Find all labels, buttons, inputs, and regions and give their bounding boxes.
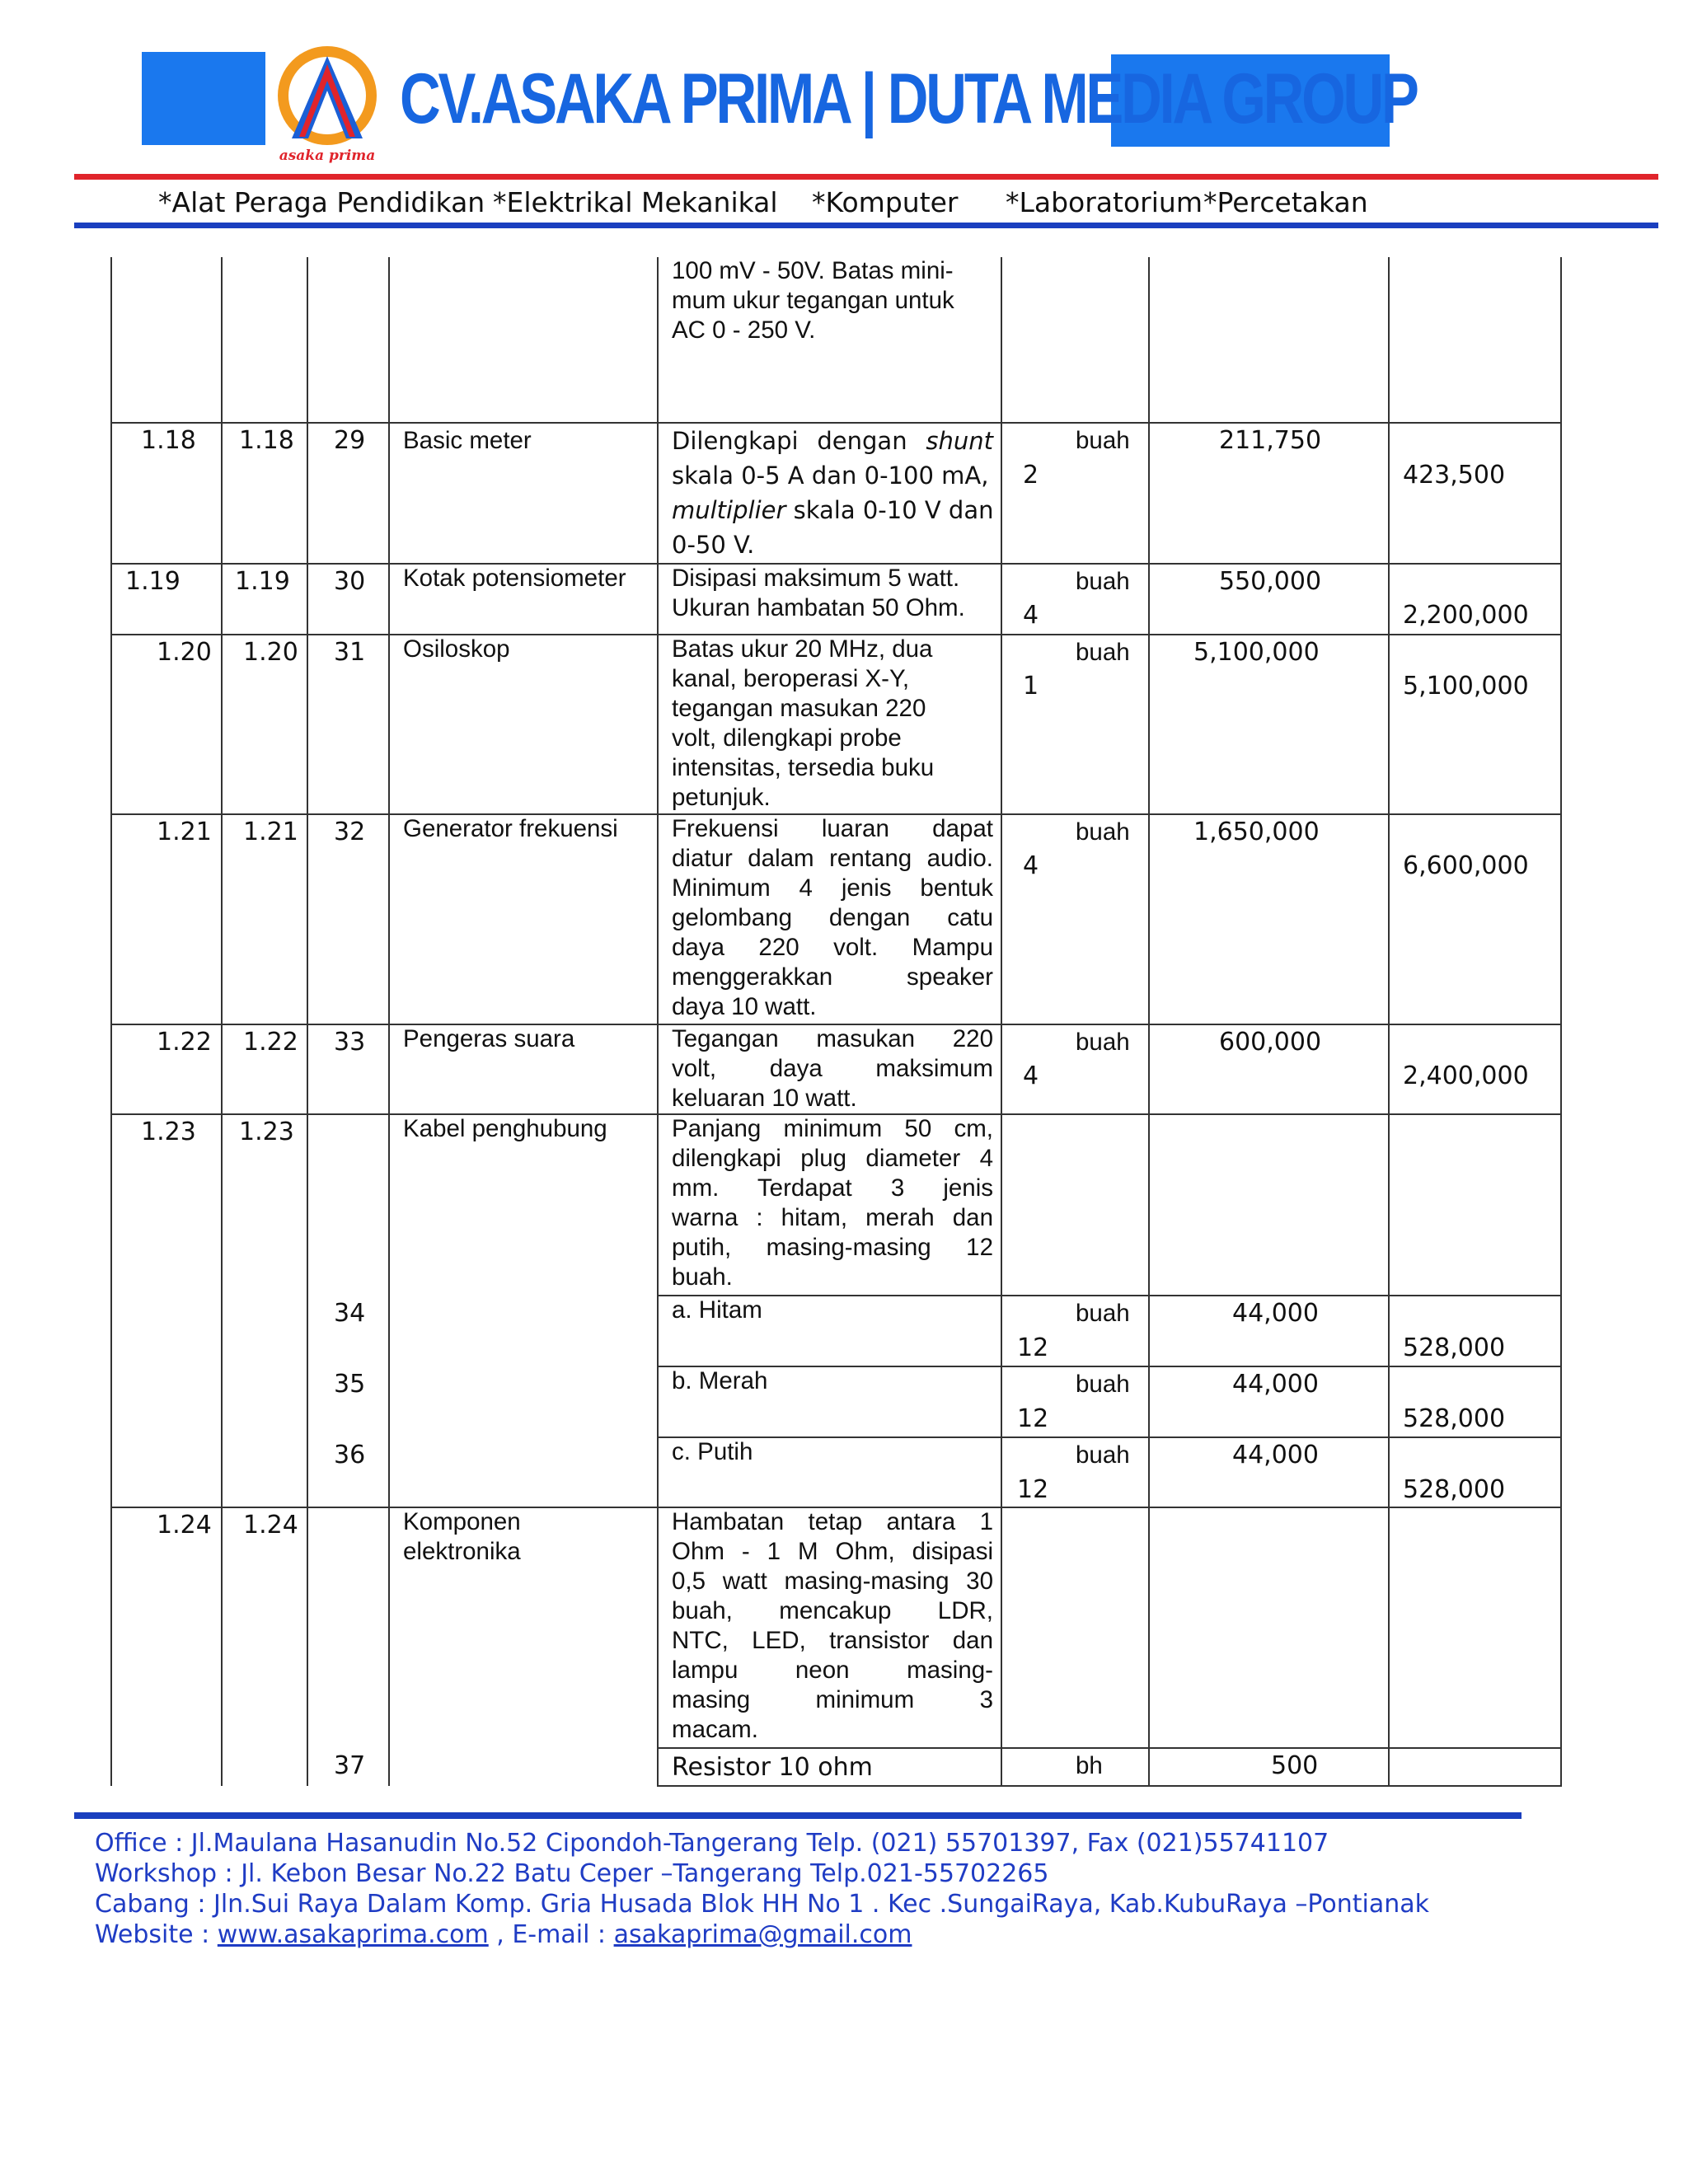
website-label: Website : (95, 1920, 218, 1949)
item-name-cell: Pengeras suara (403, 1025, 575, 1052)
code-cell: 1.23 (239, 1118, 294, 1146)
description-line: putih, masing-masing 12 (672, 1234, 993, 1261)
total-cell: 2,400,000 (1403, 1062, 1529, 1090)
description-cell (672, 1114, 993, 1292)
description-line: Ohm - 1 M Ohm, disipasi (672, 1538, 993, 1565)
code-cell: 1.18 (141, 426, 196, 455)
company-logo-icon (272, 40, 383, 163)
description-cell (672, 564, 993, 623)
description-line: macam. (672, 1716, 758, 1743)
code-cell: 1.21 (243, 818, 298, 846)
description-line: volt, dilengkapi probe (672, 724, 902, 752)
code-cell: 1.20 (157, 638, 212, 667)
table-border (110, 257, 112, 1786)
description-line: volt, daya maksimum (672, 1055, 993, 1082)
price-cell: 550,000 (1219, 567, 1322, 596)
item-name-cell: Komponen (403, 1508, 521, 1535)
table-border (1560, 257, 1562, 1786)
description-line: Disipasi maksimum 5 watt. (672, 565, 960, 592)
quantity-cell: 4 (1023, 601, 1039, 630)
total-cell: 5,100,000 (1403, 672, 1529, 701)
description-cell: c. Putih (672, 1438, 753, 1465)
unit-cell: buah (1076, 818, 1130, 846)
branch-address: Cabang : Jln.Sui Raya Dalam Komp. Gria Husada Blok HH No 1 . Kec .SungaiRaya, Kab.KubuRaya –Pontianak (95, 1890, 1430, 1919)
code-cell: 1.19 (235, 567, 290, 596)
item-name-cell: elektronika (403, 1538, 521, 1565)
description-line: daya 220 volt. Mampu (672, 934, 993, 961)
unit-cell: buah (1076, 1300, 1130, 1327)
total-cell: 528,000 (1403, 1475, 1506, 1504)
description-line: lampu neon masing- (672, 1657, 993, 1684)
number-cell: 35 (334, 1370, 366, 1399)
description-line (672, 493, 993, 527)
number-cell: 29 (334, 426, 366, 455)
description-line: buah. (672, 1263, 733, 1291)
code-cell: 1.23 (141, 1118, 196, 1146)
table-border (657, 1747, 1562, 1749)
number-cell: 34 (334, 1299, 366, 1328)
quantity-cell: 12 (1017, 1404, 1049, 1433)
number-cell: 37 (334, 1751, 366, 1780)
description-line: tegangan masukan 220 (672, 695, 926, 722)
item-name-cell: Kabel penghubung (403, 1115, 607, 1142)
total-cell: 6,600,000 (1403, 851, 1529, 880)
description-cell (672, 1024, 993, 1113)
table-border (657, 1785, 1562, 1787)
price-cell: 44,000 (1232, 1299, 1319, 1328)
email-label: , E-mail : (488, 1920, 614, 1949)
footer-rule (74, 1812, 1522, 1819)
unit-cell: buah (1076, 427, 1130, 454)
description-line: AC 0 - 250 V. (672, 316, 816, 344)
service-item: *Elektrikal Mekanikal (493, 186, 778, 218)
description-cell: a. Hitam (672, 1296, 762, 1324)
description-line: keluaran 10 watt. (672, 1085, 857, 1112)
description-line: dilengkapi plug diameter 4 (672, 1145, 993, 1172)
description-line: 0,5 watt masing-masing 30 (672, 1568, 993, 1595)
description-line: diatur dalam rentang audio. (672, 845, 993, 872)
unit-cell: bh (1076, 1752, 1103, 1779)
price-cell: 44,000 (1232, 1441, 1319, 1469)
description-line: kanal, beroperasi X-Y, (672, 665, 910, 692)
description-cell (672, 424, 993, 562)
service-item: *Alat Peraga Pendidikan (158, 186, 485, 218)
description-line: Batas ukur 20 MHz, dua (672, 635, 933, 663)
number-cell: 30 (334, 567, 366, 596)
number-cell: 32 (334, 818, 366, 846)
description-line: mm. Terdapat 3 jenis (672, 1174, 993, 1202)
description-line: mum ukur tegangan untuk (672, 287, 954, 314)
total-cell: 423,500 (1403, 461, 1506, 490)
table-border (388, 257, 390, 1786)
workshop-address: Workshop : Jl. Kebon Besar No.22 Batu Ceper –Tangerang Telp.021-55702265 (95, 1859, 1049, 1888)
table-border (657, 1366, 1562, 1367)
description-italic: shunt (926, 427, 993, 455)
description-cell (672, 635, 993, 813)
table-border (657, 1295, 1562, 1296)
code-cell: 1.20 (243, 638, 298, 667)
code-cell: 1.22 (157, 1028, 212, 1057)
quantity-cell: 12 (1017, 1333, 1049, 1362)
logo-text: asaka prima (279, 148, 376, 163)
total-cell: 2,200,000 (1403, 601, 1529, 630)
description-line: Ukuran hambatan 50 Ohm. (672, 594, 965, 621)
price-cell: 211,750 (1219, 426, 1322, 455)
office-address: Office : Jl.Maulana Hasanudin No.52 Cipondoh-Tangerang Telp. (021) 55701397, Fax (021)55741107 (95, 1829, 1329, 1858)
number-cell: 31 (334, 638, 366, 667)
unit-cell: buah (1076, 1441, 1130, 1469)
quantity-cell: 4 (1023, 1062, 1039, 1090)
website-link[interactable]: www.asakaprima.com (217, 1920, 489, 1949)
description-cell (672, 814, 993, 1022)
description-line: petunjuk. (672, 784, 771, 811)
description-line: 0-50 V. (672, 531, 755, 559)
description-line: gelombang dengan catu (672, 904, 993, 931)
item-name-cell: Osiloskop (403, 635, 510, 663)
price-cell: 1,650,000 (1193, 818, 1320, 846)
description-line (672, 424, 993, 458)
description-cell: Resistor 10 ohm (672, 1753, 873, 1782)
code-cell: 1.22 (243, 1028, 298, 1057)
quantity-cell: 1 (1023, 672, 1039, 701)
table-border (657, 1436, 1562, 1438)
description-line: skala 0-5 A dan 0-100 mA, (672, 462, 989, 490)
price-cell: 600,000 (1219, 1028, 1322, 1057)
services-line (0, 183, 1688, 224)
price-cell: 5,100,000 (1193, 638, 1320, 667)
code-cell: 1.19 (125, 567, 181, 596)
item-name-cell: Generator frekuensi (403, 815, 618, 842)
number-cell: 33 (334, 1028, 366, 1057)
header-left-block (142, 52, 265, 145)
web-contact (95, 1919, 1429, 1950)
footer-contact (95, 1828, 1429, 1950)
table-border (1388, 257, 1390, 1786)
description-line: intensitas, tersedia buku (672, 754, 935, 781)
email-link[interactable]: asakaprima@gmail.com (613, 1920, 912, 1949)
total-cell: 528,000 (1403, 1404, 1506, 1433)
description-text: Dilengkapi dengan (672, 427, 926, 455)
price-cell: 500 (1271, 1751, 1319, 1780)
code-cell: 1.21 (157, 818, 212, 846)
description-cell (672, 256, 993, 345)
quantity-cell: 2 (1023, 461, 1039, 490)
description-line: NTC, LED, transistor dan (672, 1627, 993, 1654)
unit-cell: buah (1076, 1371, 1130, 1398)
table-border (657, 257, 659, 1786)
description-cell: b. Merah (672, 1367, 768, 1394)
code-cell: 1.18 (239, 426, 294, 455)
table-border (221, 257, 223, 1786)
description-text: skala 0-10 V dan (785, 496, 994, 524)
description-line: masing minimum 3 (672, 1686, 993, 1713)
unit-cell: buah (1076, 1029, 1130, 1056)
number-cell: 36 (334, 1441, 366, 1469)
service-item: *Laboratorium (1006, 186, 1203, 218)
header-red-rule (74, 174, 1658, 180)
description-italic: multiplier (672, 496, 786, 524)
description-line: Frekuensi luaran dapat (672, 815, 993, 842)
service-item: *Komputer (812, 186, 959, 218)
description-line: Tegangan masukan 220 (672, 1025, 993, 1052)
table-border (1001, 257, 1002, 1786)
table-border (1148, 257, 1150, 1786)
item-name-cell: Basic meter (403, 427, 532, 454)
price-cell: 44,000 (1232, 1370, 1319, 1399)
description-line: Hambatan tetap antara 1 (672, 1508, 993, 1535)
description-cell (672, 1507, 993, 1745)
total-cell: 528,000 (1403, 1333, 1506, 1362)
service-item: *Percetakan (1203, 186, 1368, 218)
description-line: Minimum 4 jenis bentuk (672, 874, 993, 902)
code-cell: 1.24 (243, 1511, 298, 1540)
company-name: CV.ASAKA PRIMA | DUTA MEDIA GROUP (400, 59, 1417, 138)
quantity-cell: 4 (1023, 851, 1039, 880)
item-name-cell: Kotak potensiometer (403, 565, 626, 592)
description-line: daya 10 watt. (672, 993, 817, 1020)
description-line: Panjang minimum 50 cm, (672, 1115, 993, 1142)
description-line: buah, mencakup LDR, (672, 1597, 993, 1624)
unit-cell: buah (1076, 568, 1130, 595)
table-border (307, 257, 308, 1786)
description-line: warna : hitam, merah dan (672, 1204, 993, 1231)
description-line: menggerakkan speaker (672, 963, 993, 991)
description-line: 100 mV - 50V. Batas mini- (672, 257, 954, 284)
quantity-cell: 12 (1017, 1475, 1049, 1504)
code-cell: 1.24 (157, 1511, 212, 1540)
unit-cell: buah (1076, 639, 1130, 666)
